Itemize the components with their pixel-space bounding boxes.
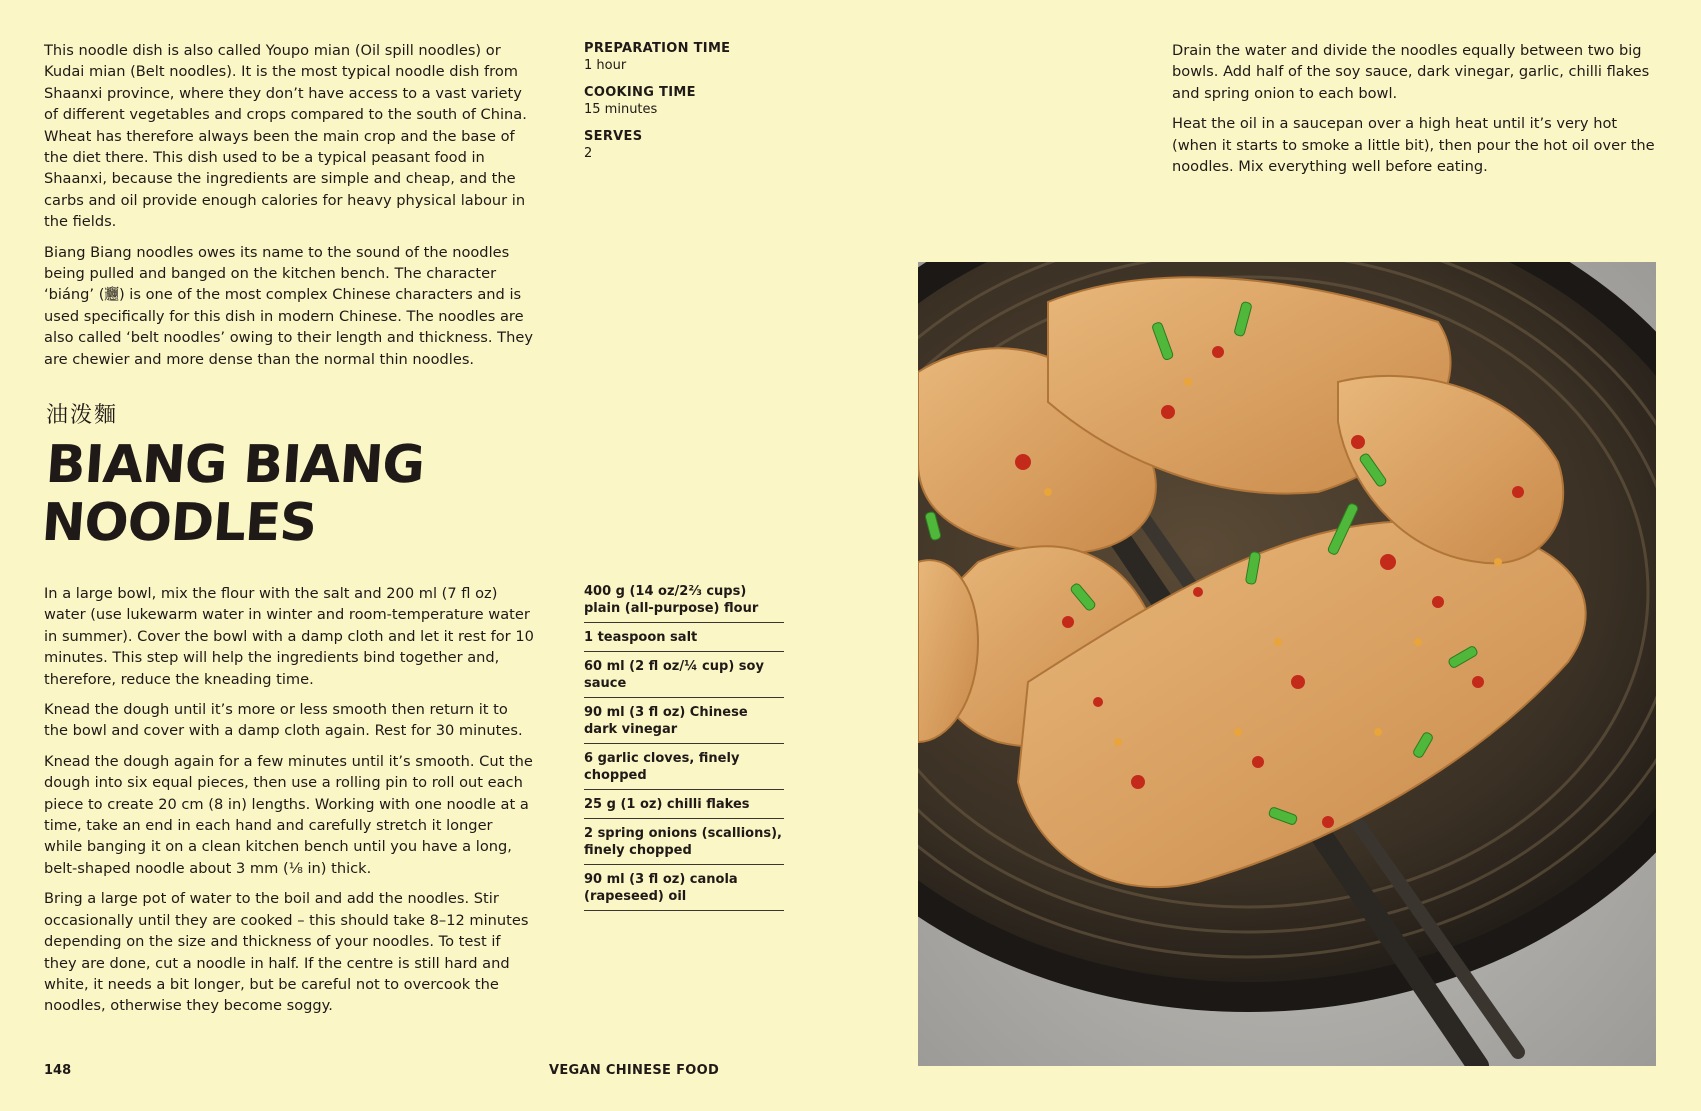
intro-paragraph: Biang Biang noodles owes its name to the sound of the noodles being pulled and banged on the kitchen bench. The character ‘biáng’ (𰻞) is one of the most complex Chinese characters and is used specifically for this dish in modern Chinese. The noodles are also called ‘belt noodles’ owing to their length and thickness. They are chewier and more dense than the normal thin noodles. [44,243,533,368]
ingredient-item: 1 teaspoon salt [584,628,784,652]
intro-text [44,40,534,379]
method-paragraph: In a large bowl, mix the flour with the salt and 200 ml (7 fl oz) water (use lukewarm water in winter and room-temperature water in summer). Cover the bowl with a damp cloth and let it rest for 10 minutes. This step will help the ingredients bind together and, therefore, reduce the kneading time. [44,585,534,688]
title-line: BIANG BIANG [43,435,427,495]
prep-time-label: PREPARATION TIME [584,41,731,56]
page-number: 148 [44,1063,72,1078]
recipe-title [40,436,426,552]
ingredient-item: 25 g (1 oz) chilli flakes [584,795,784,819]
method-paragraph: Knead the dough again for a few minutes until it’s smooth. Cut the dough into six equal pieces, then use a rolling pin to roll out each piece to create 20 cm (8 in) lengths. Working with one noodle at a time, take an end in each hand and carefully stretch it longer while banging it on a clean kitchen bench until you have a long, belt-shaped noodle about 3 mm (⅛ in) thick. [44,752,533,877]
ingredient-item: 90 ml (3 fl oz) Chinese dark vinegar [584,703,784,744]
ingredient-item: 60 ml (2 fl oz/¼ cup) soy sauce [584,657,784,698]
method-paragraph: Drain the water and divide the noodles equally between two big bowls. Add half of the soy sauce, dark vinegar, garlic, chilli flakes and spring onion to each bowl. [1172,42,1650,102]
serves-value: 2 [584,146,593,161]
recipe-meta [584,40,804,172]
ingredient-item: 6 garlic cloves, finely chopped [584,749,784,790]
ingredient-item: 400 g (14 oz/2⅔ cups) plain (all-purpose) flour [584,582,784,623]
noodle-dish-photo [918,262,1656,1066]
title-line: NOODLES [39,493,319,553]
method-paragraph: Heat the oil in a saucepan over a high heat until it’s very hot (when it starts to smoke a little bit), then pour the hot oil over the noodles. Mix everything well before eating. [1172,115,1655,176]
method-paragraph: Bring a large pot of water to the boil and add the noodles. Stir occasionally until they are cooked – this should take 8–12 minutes depending on the size and thickness of your noodles. To test if they are done, cut a noodle in half. If the centre is still hard and white, it needs a bit longer, but be careful not to overcook the noodles, otherwise they become soggy. [44,890,529,1015]
chinese-title: 油泼麵 [46,403,119,428]
method-paragraph: Knead the dough until it’s more or less smooth then return it to the bowl and cover with a damp cloth again. Rest for 30 minutes. [44,701,523,740]
book-title: VEGAN CHINESE FOOD [549,1063,720,1078]
ingredient-item: 90 ml (3 fl oz) canola (rapeseed) oil [584,870,784,911]
intro-paragraph: This noodle dish is also called Youpo mian (Oil spill noodles) or Kudai mian (Belt noodles). It is the most typical noodle dish from Shaanxi province, where they don’t have access to a vast variety of different vegetables and crops compared to the south of China. Wheat has therefore always been the main crop and the base of the diet there. This dish used to be a typical peasant food in Shaanxi, because the ingredients are simple and cheap, and the carbs and oil provide enough calories for heavy physical labour in the fields. [44,42,527,231]
serves-label: SERVES [584,129,643,144]
ingredients-list [584,582,784,916]
cook-time-value: 15 minutes [584,102,658,117]
cook-time-label: COOKING TIME [584,85,696,100]
prep-time-value: 1 hour [584,58,627,73]
ingredient-item: 2 spring onions (scallions), finely chopped [584,824,784,865]
method-text [44,583,534,1026]
photo-illustration [918,262,1656,1066]
method-continued [1172,40,1658,186]
